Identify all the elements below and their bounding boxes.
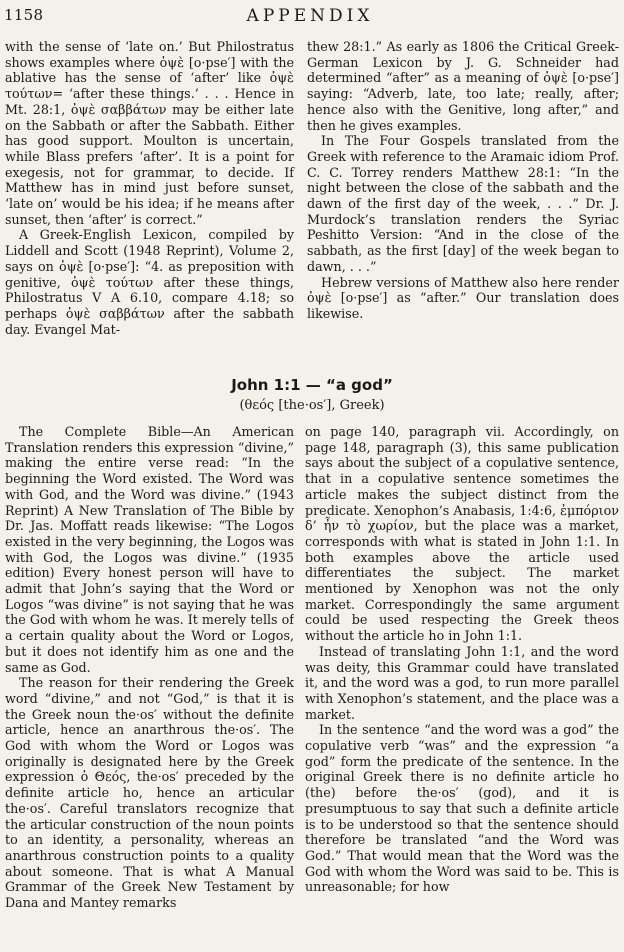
bottom-left-column xyxy=(5,424,294,952)
top-right-column xyxy=(307,39,619,322)
running-title: APPENDIX xyxy=(246,6,374,26)
page-number: 1158 xyxy=(4,6,44,24)
paragraph: Hebrew versions of Matthew also here render ὀψὲ [o·pse′] as “after.” Our translation does likewise. xyxy=(307,274,619,321)
paragraph: A Greek-English Lexicon, compiled by Liddell and Scott (1948 Reprint), Volume 2, says on ὀψὲ [o·pse′]: “4. as preposition with genitive, ὀψὲ τούτων after these things, Philostratus V A 6.10, compare 4.18; so perhaps ὀψὲ σαββάτων after the sabbath day. Evangel Mat- xyxy=(5,227,294,337)
paragraph: The reason for their rendering the Greek word “divine,” and not “God,” is that it is the Greek noun the·os′ without the definite article, hence an anarthrous the·os′. The God with whom the Word or Logos was originally is designated here by the Greek expression ὁ Θεός, the·os′ preceded by the definite article ho, hence an articular the·os′. Careful translators recognize that the articular construction of the noun points to an identity, a personality, whereas an anarthrous construction points to a quality about someone. That is what A Manual Grammar of the Greek New Testament by Dana and Mantey remarks xyxy=(5,675,294,911)
paragraph: In The Four Gospels translated from the Greek with reference to the Aramaic idiom Prof. C. C. Torrey renders Matthew 28:1: “In the night between the close of the sabbath and the dawn of the first day of the week, . . .” Dr. J. Murdock’s translation renders the Syriac Peshitto Version: “And in the close of the sabbath, as the first [day] of the week began to dawn, . . .” xyxy=(307,133,619,274)
section-subheading: (θεός [the·os′], Greek) xyxy=(239,398,385,413)
paragraph: on page 140, paragraph vii. Accordingly, on page 148, paragraph (3), this same publication says about the subject of a copulative sentence, that in a copulative sentence sometimes the article makes the subject distinct from the predicate. Xenophon’s Anabasis, 1:4:6, ἐμπόριον δ’ ἦν τὸ χωρίον, but the place was a market, corresponds with what is stated in John 1:1. In both examples above the article used differentiates the subject. The market mentioned by Xenophon was not the only market. Correspondingly the same argument could be used respecting the Greek theos without the article ho in John 1:1. xyxy=(305,424,619,644)
page-header xyxy=(4,2,616,32)
paragraph: The Complete Bible—An American Translation renders this expression “divine,” making the entire verse read: “In the beginning the Word existed. The Word was with God, and the Word was divine.” (1943 Reprint) A New Translation of The Bible by Dr. Jas. Moffatt reads likewise: “The Logos existed in the very beginning, the Logos was with God, the Logos was divine.” (1935 edition) Every honest person will have to admit that John’s saying that the Word or Logos “was divine” is not saying that he was the God with whom he was. It merely tells of a certain quality about the Word or Logos, but it does not identify him as one and the same as God. xyxy=(5,424,294,675)
top-left-column xyxy=(5,39,294,337)
section-heading: John 1:1 — “a god” xyxy=(231,376,393,394)
paragraph: Instead of translating John 1:1, and the word was deity, this Grammar could have translated it, and the word was a god, to run more parallel with Xenophon’s statement, and the place was a market. xyxy=(305,643,619,722)
paragraph: thew 28:1.” As early as 1806 the Critical Greek-German Lexicon by J. G. Schneider had determined “after” as a meaning of ὀψὲ [o·pse′] saying: “Adverb, late, too late; really, after; hence also with the Genitive, long after,” and then he gives examples. xyxy=(307,39,619,133)
paragraph: In the sentence “and the word was a god” the copulative verb “was” and the expression “a god” form the predicate of the sentence. In the original Greek there is no definite article ho (the) before the·os′ (god), and it is presumptuous to say that such a definite article is to be understood so that the sentence should therefore be translated “and the Word was God.” That would mean that the Word was the God with whom the Word was said to be. This is unreasonable; for how xyxy=(305,722,619,895)
paragraph: with the sense of ‘late on.’ But Philostratus shows examples where ὀψὲ [o·pse′] with the ablative has the sense of ‘after’ like ὀψὲ τούτων= ‘after these things.’ . . . Hence in Mt. 28:1, ὀψὲ σαββάτων may be either late on the Sabbath or after the Sabbath. Either has good support. Moulton is uncertain, while Blass prefers ‘after’. It is a point for exegesis, not for grammar, to decide. If Matthew has in mind just before sunset, ‘late on’ would be his idea; if he means after sunset, then ‘after’ is correct.” xyxy=(5,39,294,227)
bottom-right-column xyxy=(305,424,619,952)
